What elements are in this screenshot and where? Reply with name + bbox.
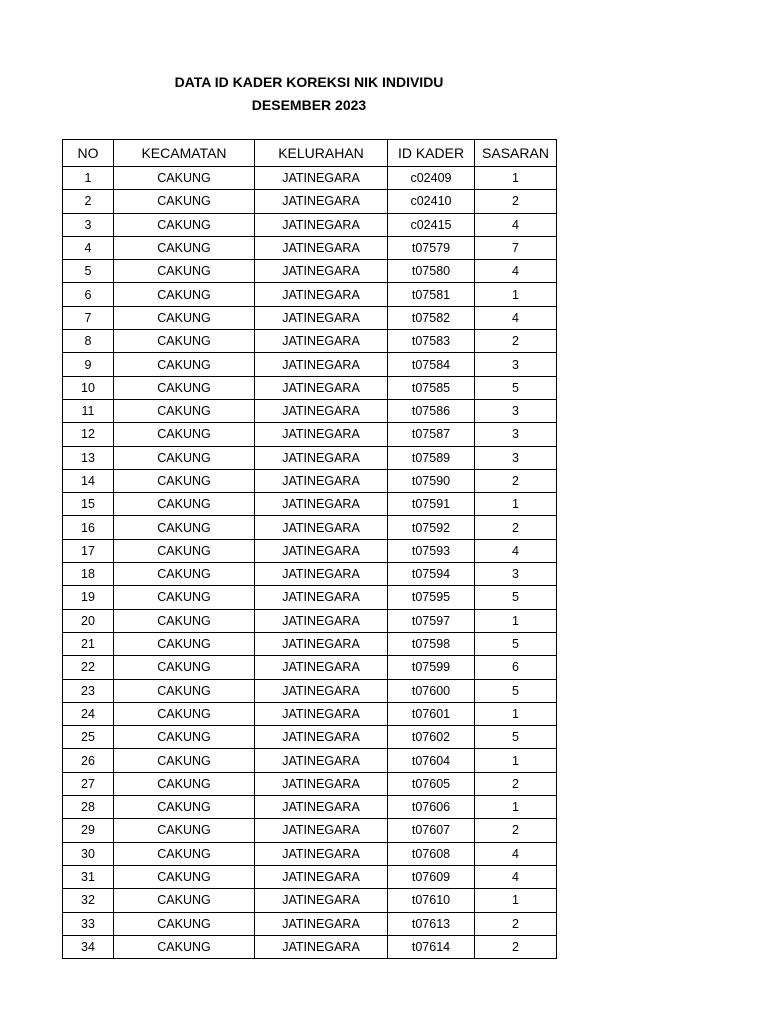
cell-sasaran: 2: [475, 935, 557, 958]
cell-kecamatan: CAKUNG: [114, 842, 255, 865]
cell-no: 30: [63, 842, 114, 865]
table-row: [63, 912, 557, 935]
table-row: [63, 260, 557, 283]
cell-id-kader: t07579: [388, 236, 475, 259]
cell-sasaran: 4: [475, 539, 557, 562]
cell-no: 25: [63, 726, 114, 749]
cell-sasaran: 1: [475, 889, 557, 912]
cell-sasaran: 1: [475, 702, 557, 725]
cell-no: 3: [63, 213, 114, 236]
cell-no: 31: [63, 865, 114, 888]
table-body: [63, 167, 557, 959]
cell-no: 32: [63, 889, 114, 912]
header-sasaran: SASARAN: [475, 140, 557, 167]
cell-kelurahan: JATINEGARA: [255, 493, 388, 516]
cell-kelurahan: JATINEGARA: [255, 656, 388, 679]
cell-kecamatan: CAKUNG: [114, 749, 255, 772]
cell-no: 28: [63, 796, 114, 819]
cell-kecamatan: CAKUNG: [114, 656, 255, 679]
cell-kecamatan: CAKUNG: [114, 702, 255, 725]
cell-id-kader: t07610: [388, 889, 475, 912]
cell-kecamatan: CAKUNG: [114, 213, 255, 236]
cell-id-kader: t07604: [388, 749, 475, 772]
cell-kecamatan: CAKUNG: [114, 376, 255, 399]
cell-no: 4: [63, 236, 114, 259]
cell-kelurahan: JATINEGARA: [255, 702, 388, 725]
cell-kelurahan: JATINEGARA: [255, 236, 388, 259]
table-row: [63, 889, 557, 912]
cell-kecamatan: CAKUNG: [114, 283, 255, 306]
cell-kecamatan: CAKUNG: [114, 469, 255, 492]
table-row: [63, 213, 557, 236]
table-row: [63, 376, 557, 399]
cell-no: 2: [63, 190, 114, 213]
cell-id-kader: t07598: [388, 632, 475, 655]
cell-kecamatan: CAKUNG: [114, 236, 255, 259]
table-row: [63, 330, 557, 353]
cell-kecamatan: CAKUNG: [114, 586, 255, 609]
cell-sasaran: 2: [475, 469, 557, 492]
table-row: [63, 539, 557, 562]
cell-no: 19: [63, 586, 114, 609]
cell-kecamatan: CAKUNG: [114, 796, 255, 819]
header-kecamatan: KECAMATAN: [114, 140, 255, 167]
cell-kecamatan: CAKUNG: [114, 423, 255, 446]
table-row: [63, 702, 557, 725]
cell-kecamatan: CAKUNG: [114, 167, 255, 190]
cell-sasaran: 2: [475, 516, 557, 539]
cell-id-kader: t07599: [388, 656, 475, 679]
table-row: [63, 935, 557, 958]
cell-kelurahan: JATINEGARA: [255, 726, 388, 749]
cell-kelurahan: JATINEGARA: [255, 772, 388, 795]
cell-kelurahan: JATINEGARA: [255, 586, 388, 609]
cell-sasaran: 1: [475, 749, 557, 772]
cell-kecamatan: CAKUNG: [114, 726, 255, 749]
cell-sasaran: 5: [475, 586, 557, 609]
cell-kelurahan: JATINEGARA: [255, 330, 388, 353]
table-row: [63, 586, 557, 609]
cell-kelurahan: JATINEGARA: [255, 190, 388, 213]
cell-kelurahan: JATINEGARA: [255, 889, 388, 912]
cell-id-kader: t07601: [388, 702, 475, 725]
cell-kecamatan: CAKUNG: [114, 190, 255, 213]
table-row: [63, 283, 557, 306]
cell-sasaran: 3: [475, 446, 557, 469]
cell-kecamatan: CAKUNG: [114, 912, 255, 935]
cell-sasaran: 1: [475, 796, 557, 819]
cell-kecamatan: CAKUNG: [114, 260, 255, 283]
table-row: [63, 865, 557, 888]
cell-no: 14: [63, 469, 114, 492]
header-no: NO: [63, 140, 114, 167]
cell-sasaran: 1: [475, 167, 557, 190]
cell-sasaran: 4: [475, 213, 557, 236]
cell-kecamatan: CAKUNG: [114, 935, 255, 958]
document-title: DATA ID KADER KOREKSI NIK INDIVIDU: [174, 74, 444, 90]
cell-kelurahan: JATINEGARA: [255, 912, 388, 935]
table-row: [63, 772, 557, 795]
cell-kecamatan: CAKUNG: [114, 609, 255, 632]
cell-id-kader: t07608: [388, 842, 475, 865]
cell-no: 16: [63, 516, 114, 539]
cell-id-kader: t07587: [388, 423, 475, 446]
cell-no: 12: [63, 423, 114, 446]
cell-kelurahan: JATINEGARA: [255, 167, 388, 190]
cell-kelurahan: JATINEGARA: [255, 260, 388, 283]
table-row: [63, 446, 557, 469]
cell-id-kader: c02409: [388, 167, 475, 190]
table-row: [63, 516, 557, 539]
cell-kecamatan: CAKUNG: [114, 563, 255, 586]
cell-kecamatan: CAKUNG: [114, 772, 255, 795]
cell-kelurahan: JATINEGARA: [255, 539, 388, 562]
cell-kelurahan: JATINEGARA: [255, 563, 388, 586]
cell-no: 8: [63, 330, 114, 353]
cell-id-kader: t07613: [388, 912, 475, 935]
cell-sasaran: 2: [475, 330, 557, 353]
table-row: [63, 236, 557, 259]
cell-sasaran: 1: [475, 609, 557, 632]
cell-no: 24: [63, 702, 114, 725]
cell-no: 17: [63, 539, 114, 562]
cell-kelurahan: JATINEGARA: [255, 213, 388, 236]
header-kelurahan: KELURAHAN: [255, 140, 388, 167]
cell-kecamatan: CAKUNG: [114, 446, 255, 469]
cell-kelurahan: JATINEGARA: [255, 842, 388, 865]
cell-kelurahan: JATINEGARA: [255, 516, 388, 539]
cell-no: 13: [63, 446, 114, 469]
table-row: [63, 353, 557, 376]
cell-sasaran: 6: [475, 656, 557, 679]
cell-kelurahan: JATINEGARA: [255, 306, 388, 329]
cell-kecamatan: CAKUNG: [114, 516, 255, 539]
cell-sasaran: 1: [475, 493, 557, 516]
cell-id-kader: t07585: [388, 376, 475, 399]
table-row: [63, 796, 557, 819]
cell-sasaran: 3: [475, 353, 557, 376]
cell-sasaran: 4: [475, 842, 557, 865]
cell-id-kader: t07580: [388, 260, 475, 283]
cell-no: 33: [63, 912, 114, 935]
table-row: [63, 563, 557, 586]
cell-no: 5: [63, 260, 114, 283]
cell-id-kader: t07591: [388, 493, 475, 516]
cell-no: 10: [63, 376, 114, 399]
cell-kelurahan: JATINEGARA: [255, 469, 388, 492]
cell-id-kader: t07606: [388, 796, 475, 819]
cell-id-kader: t07589: [388, 446, 475, 469]
cell-kelurahan: JATINEGARA: [255, 446, 388, 469]
cell-no: 20: [63, 609, 114, 632]
table-row: [63, 609, 557, 632]
cell-sasaran: 1: [475, 283, 557, 306]
cell-id-kader: t07605: [388, 772, 475, 795]
cell-no: 26: [63, 749, 114, 772]
cell-no: 9: [63, 353, 114, 376]
cell-id-kader: t07594: [388, 563, 475, 586]
cell-kelurahan: JATINEGARA: [255, 423, 388, 446]
cell-kecamatan: CAKUNG: [114, 819, 255, 842]
cell-id-kader: t07614: [388, 935, 475, 958]
cell-kecamatan: CAKUNG: [114, 330, 255, 353]
cell-id-kader: t07607: [388, 819, 475, 842]
cell-id-kader: t07581: [388, 283, 475, 306]
cell-no: 11: [63, 399, 114, 422]
cell-sasaran: 5: [475, 726, 557, 749]
table-row: [63, 656, 557, 679]
cell-sasaran: 2: [475, 190, 557, 213]
cell-kelurahan: JATINEGARA: [255, 283, 388, 306]
cell-kelurahan: JATINEGARA: [255, 679, 388, 702]
cell-id-kader: t07584: [388, 353, 475, 376]
cell-no: 22: [63, 656, 114, 679]
table-row: [63, 842, 557, 865]
cell-kelurahan: JATINEGARA: [255, 865, 388, 888]
cell-sasaran: 5: [475, 376, 557, 399]
cell-id-kader: t07592: [388, 516, 475, 539]
cell-kecamatan: CAKUNG: [114, 399, 255, 422]
cell-kelurahan: JATINEGARA: [255, 749, 388, 772]
cell-sasaran: 7: [475, 236, 557, 259]
table-row: [63, 679, 557, 702]
cell-id-kader: t07586: [388, 399, 475, 422]
cell-id-kader: c02410: [388, 190, 475, 213]
cell-kelurahan: JATINEGARA: [255, 609, 388, 632]
cell-kelurahan: JATINEGARA: [255, 376, 388, 399]
cell-no: 15: [63, 493, 114, 516]
cell-id-kader: t07602: [388, 726, 475, 749]
cell-sasaran: 2: [475, 912, 557, 935]
cell-no: 23: [63, 679, 114, 702]
cell-no: 7: [63, 306, 114, 329]
table-row: [63, 190, 557, 213]
table-row: [63, 469, 557, 492]
cell-id-kader: t07595: [388, 586, 475, 609]
table-row: [63, 632, 557, 655]
table-row: [63, 399, 557, 422]
cell-no: 29: [63, 819, 114, 842]
cell-id-kader: t07583: [388, 330, 475, 353]
cell-id-kader: c02415: [388, 213, 475, 236]
cell-kecamatan: CAKUNG: [114, 679, 255, 702]
cell-id-kader: t07597: [388, 609, 475, 632]
cell-sasaran: 4: [475, 260, 557, 283]
cell-kecamatan: CAKUNG: [114, 632, 255, 655]
cell-id-kader: t07582: [388, 306, 475, 329]
cell-id-kader: t07593: [388, 539, 475, 562]
cell-id-kader: t07590: [388, 469, 475, 492]
cell-kecamatan: CAKUNG: [114, 493, 255, 516]
cell-kelurahan: JATINEGARA: [255, 819, 388, 842]
cell-no: 18: [63, 563, 114, 586]
cell-id-kader: t07600: [388, 679, 475, 702]
cell-kecamatan: CAKUNG: [114, 353, 255, 376]
cell-no: 6: [63, 283, 114, 306]
cell-no: 21: [63, 632, 114, 655]
document-subtitle: DESEMBER 2023: [251, 97, 367, 113]
table-row: [63, 493, 557, 516]
table-row: [63, 819, 557, 842]
table-row: [63, 167, 557, 190]
header-id-kader: ID KADER: [388, 140, 475, 167]
table-row: [63, 423, 557, 446]
cell-kecamatan: CAKUNG: [114, 306, 255, 329]
cell-no: 27: [63, 772, 114, 795]
cell-kelurahan: JATINEGARA: [255, 632, 388, 655]
cell-kecamatan: CAKUNG: [114, 889, 255, 912]
kader-table: [62, 139, 557, 959]
cell-sasaran: 3: [475, 399, 557, 422]
table-row: [63, 726, 557, 749]
cell-kelurahan: JATINEGARA: [255, 935, 388, 958]
cell-kelurahan: JATINEGARA: [255, 796, 388, 819]
cell-no: 1: [63, 167, 114, 190]
cell-sasaran: 4: [475, 865, 557, 888]
table-row: [63, 306, 557, 329]
cell-kelurahan: JATINEGARA: [255, 353, 388, 376]
cell-no: 34: [63, 935, 114, 958]
cell-sasaran: 2: [475, 772, 557, 795]
cell-sasaran: 5: [475, 679, 557, 702]
cell-kecamatan: CAKUNG: [114, 865, 255, 888]
cell-sasaran: 3: [475, 563, 557, 586]
cell-sasaran: 2: [475, 819, 557, 842]
cell-sasaran: 5: [475, 632, 557, 655]
cell-sasaran: 4: [475, 306, 557, 329]
cell-kecamatan: CAKUNG: [114, 539, 255, 562]
table-header-row: [63, 140, 557, 167]
table-row: [63, 749, 557, 772]
cell-sasaran: 3: [475, 423, 557, 446]
cell-id-kader: t07609: [388, 865, 475, 888]
cell-kelurahan: JATINEGARA: [255, 399, 388, 422]
